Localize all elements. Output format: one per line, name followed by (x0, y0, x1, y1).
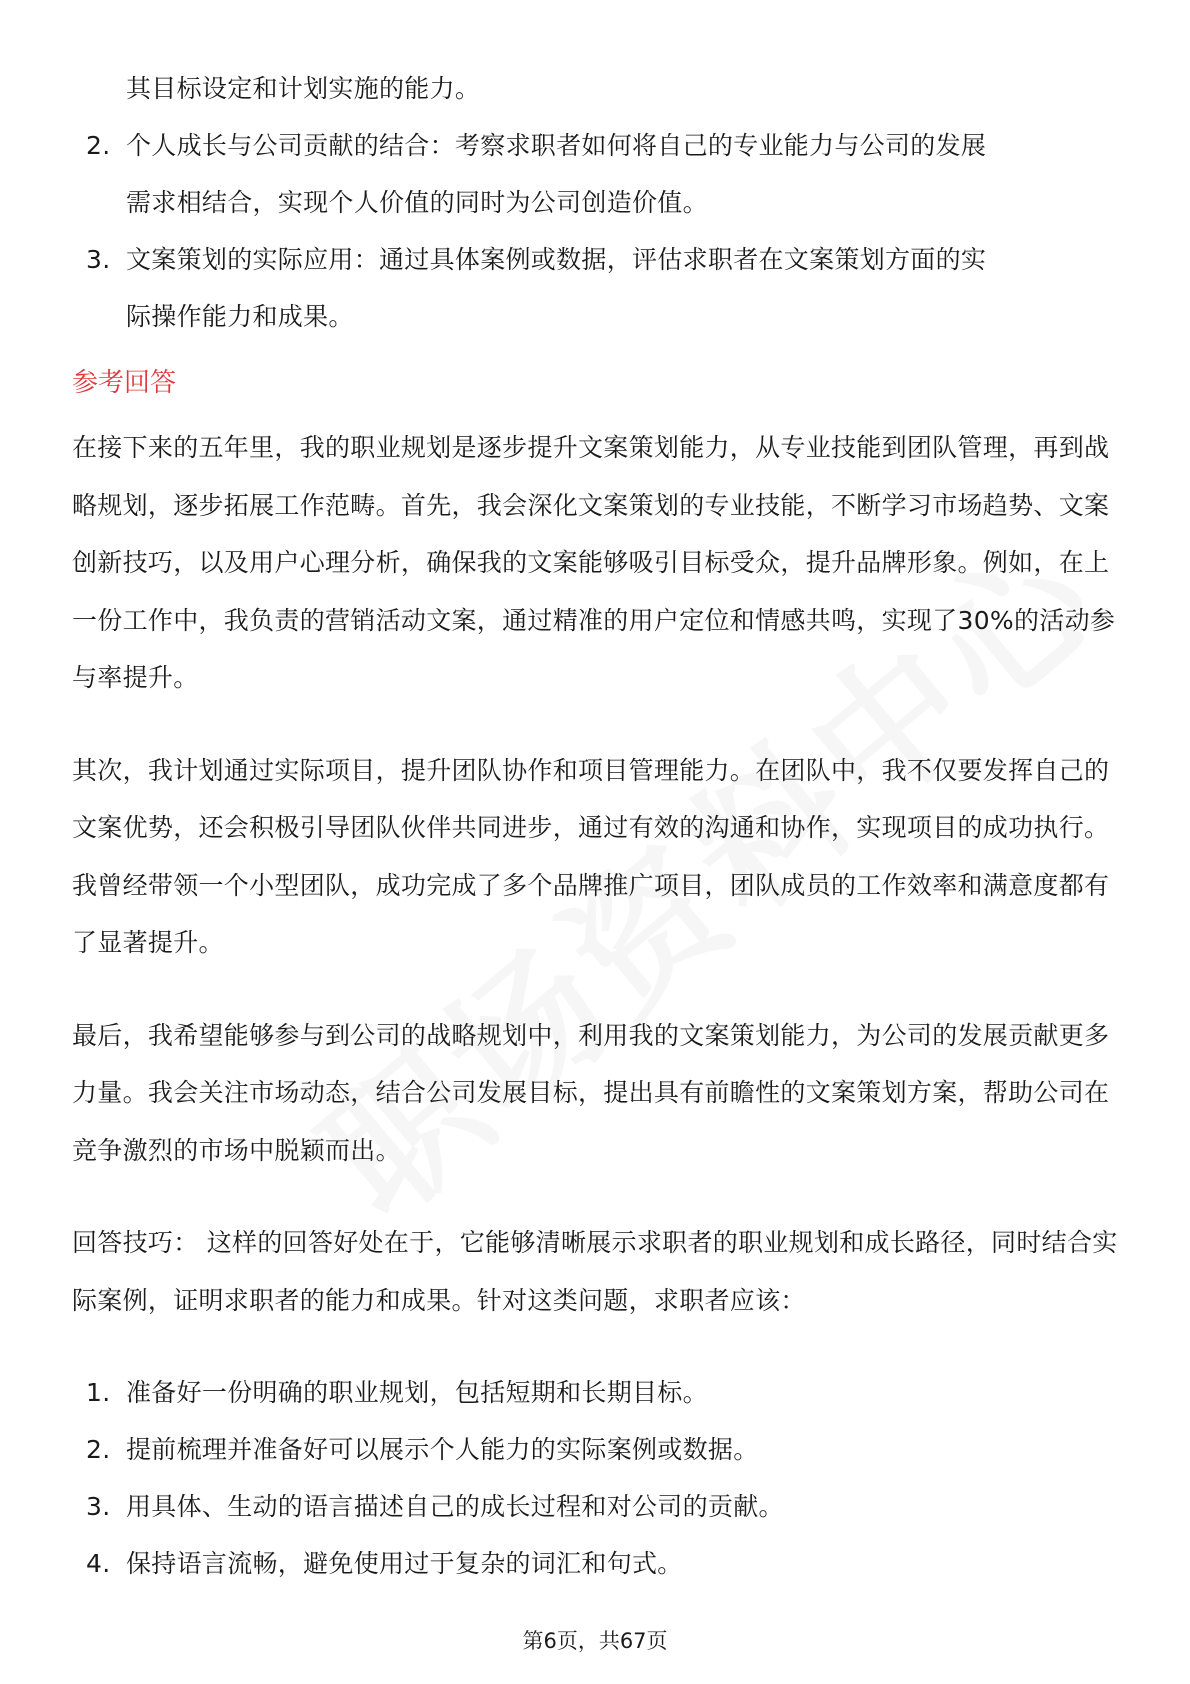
list-item-text: 保持语言流畅，避免使用过于复杂的词汇和句式。 (126, 1549, 683, 1578)
list-number: 4. (86, 1549, 111, 1578)
tips-list (72, 1364, 1118, 1592)
list-item-line: 需求相结合，实现个人价值的同时为公司创造价值。 (126, 188, 708, 217)
list-number: 2. (86, 1435, 111, 1464)
list-item-text: 准备好一份明确的职业规划，包括短期和长期目标。 (126, 1378, 708, 1407)
list-item (72, 1478, 1118, 1535)
answer-paragraph: 最后，我希望能够参与到公司的战略规划中，利用我的文案策划能力，为公司的发展贡献更多力量。我会关注市场动态，结合公司发展目标，提出具有前瞻性的文案策划方案，帮助公司在竞争激烈的市场中脱颖而出。 (72, 1020, 1110, 1165)
list-item (72, 117, 1118, 231)
list-item-line: 文案策划的实际应用：通过具体案例或数据，评估求职者在文案策划方面的实 (126, 245, 987, 274)
list-number: 3. (86, 1492, 111, 1521)
list-item (72, 1364, 1118, 1421)
section-heading: 参考回答 (72, 368, 177, 398)
tips-intro-paragraph: 回答技巧： 这样的回答好处在于，它能够清晰展示求职者的职业规划和成长路径，同时结合实际案例，证明求职者的能力和成果。针对这类问题，求职者应该： (72, 1228, 1118, 1315)
list-number: 3. (86, 245, 111, 274)
answer-paragraph: 在接下来的五年里，我的职业规划是逐步提升文案策划能力，从专业技能到团队管理，再到战略规划，逐步拓展工作范畴。首先，我会深化文案策划的专业技能，不断学习市场趋势、文案创新技巧，以及用户心理分析，确保我的文案能够吸引目标受众，提升品牌形象。例如，在上一份工作中，我负责的营销活动文案，通过精准的用户定位和情感共鸣，实现了30%的活动参与率提升。 (72, 433, 1116, 692)
list-number: 2. (86, 131, 111, 160)
list-item (72, 1421, 1118, 1478)
list-number: 1. (86, 1378, 111, 1407)
list-item-text: 用具体、生动的语言描述自己的成长过程和对公司的贡献。 (126, 1492, 784, 1521)
evaluation-list (72, 117, 1118, 345)
list-item (72, 1535, 1118, 1592)
list-item-continuation: 其目标设定和计划实施的能力。 (126, 74, 481, 103)
list-item (72, 231, 1118, 345)
page-number: 第6页，共67页 (522, 1629, 668, 1653)
list-item-line: 际操作能力和成果。 (126, 302, 354, 331)
list-item-line: 个人成长与公司贡献的结合：考察求职者如何将自己的专业能力与公司的发展 (126, 131, 987, 160)
list-item-text: 提前梳理并准备好可以展示个人能力的实际案例或数据。 (126, 1435, 759, 1464)
page-content (72, 60, 1118, 1592)
answer-paragraph: 其次，我计划通过实际项目，提升团队协作和项目管理能力。在团队中，我不仅要发挥自己的文案优势，还会积极引导团队伙伴共同进步，通过有效的沟通和协作，实现项目的成功执行。我曾经带领一个小型团队，成功完成了多个品牌推广项目，团队成员的工作效率和满意度都有了显著提升。 (72, 755, 1110, 957)
